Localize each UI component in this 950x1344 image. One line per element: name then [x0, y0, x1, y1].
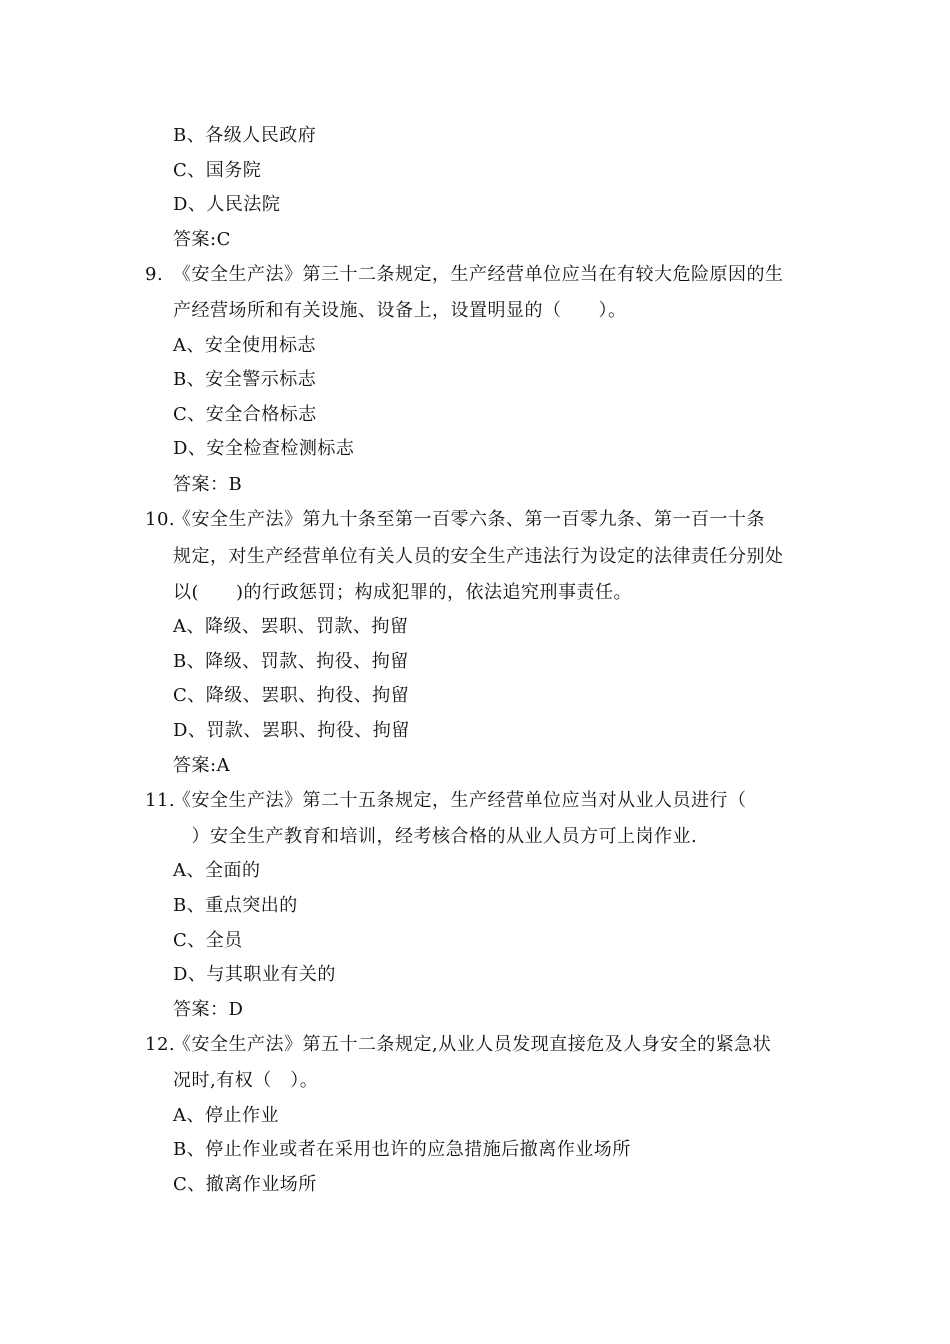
answer-8: 答案:C — [173, 229, 231, 250]
question-9-text-line-1: 《安全生产法》第三十二条规定，生产经营单位应当在有较大危险原因的生 — [173, 264, 784, 285]
option-12-b: B、停止作业或者在采用也许的应急措施后撤离作业场所 — [173, 1139, 631, 1160]
answer-11: 答案：D — [173, 999, 244, 1020]
option-12-a: A、停止作业 — [173, 1105, 279, 1126]
option-8-c: C、国务院 — [173, 160, 262, 181]
option-11-a: A、全面的 — [173, 860, 261, 881]
question-12-number: 12. — [145, 1034, 176, 1055]
option-10-a: A、降级、罢职、罚款、拘留 — [173, 616, 409, 637]
option-11-d: D、与其职业有关的 — [173, 964, 336, 985]
question-11-text-line-2: ）安全生产教育和培训，经考核合格的从业人员方可上岗作业. — [173, 826, 698, 847]
option-9-d: D、安全检查检测标志 — [173, 438, 355, 459]
option-8-d: D、人民法院 — [173, 194, 281, 215]
question-10-number: 10. — [145, 509, 176, 530]
option-10-d: D、罚款、罢职、拘役、拘留 — [173, 720, 410, 741]
question-12-text-line-2: 况时,有权（ ）。 — [173, 1070, 319, 1091]
question-12-text-line-1: 《安全生产法》第五十二条规定,从业人员发现直接危及人身安全的紧急状 — [173, 1034, 772, 1055]
option-9-b: B、安全警示标志 — [173, 369, 317, 390]
option-8-b: B、各级人民政府 — [173, 125, 317, 146]
answer-9: 答案：B — [173, 474, 243, 495]
question-9-number: 9. — [145, 264, 164, 285]
option-9-c: C、安全合格标志 — [173, 404, 317, 425]
question-10-text-line-3: 以( )的行政惩罚；构成犯罪的，依法追究刑事责任。 — [173, 582, 633, 603]
option-12-c: C、撤离作业场所 — [173, 1174, 317, 1195]
question-10-text-line-2: 规定，对生产经营单位有关人员的安全生产违法行为设定的法律责任分别处 — [173, 546, 784, 567]
option-10-b: B、降级、罚款、拘役、拘留 — [173, 651, 409, 672]
option-10-c: C、降级、罢职、拘役、拘留 — [173, 685, 410, 706]
question-11-text-line-1: 《安全生产法》第二十五条规定，生产经营单位应当对从业人员进行（ — [173, 790, 747, 811]
option-11-c: C、全员 — [173, 930, 243, 951]
answer-10: 答案:A — [173, 755, 231, 776]
question-10-text-line-1: 《安全生产法》第九十条至第一百零六条、第一百零九条、第一百一十条 — [173, 509, 765, 530]
option-11-b: B、重点突出的 — [173, 895, 298, 916]
question-9-text-line-2: 产经营场所和有关设施、设备上，设置明显的（ ）。 — [173, 300, 627, 321]
option-9-a: A、安全使用标志 — [173, 335, 316, 356]
question-11-number: 11. — [145, 790, 176, 811]
